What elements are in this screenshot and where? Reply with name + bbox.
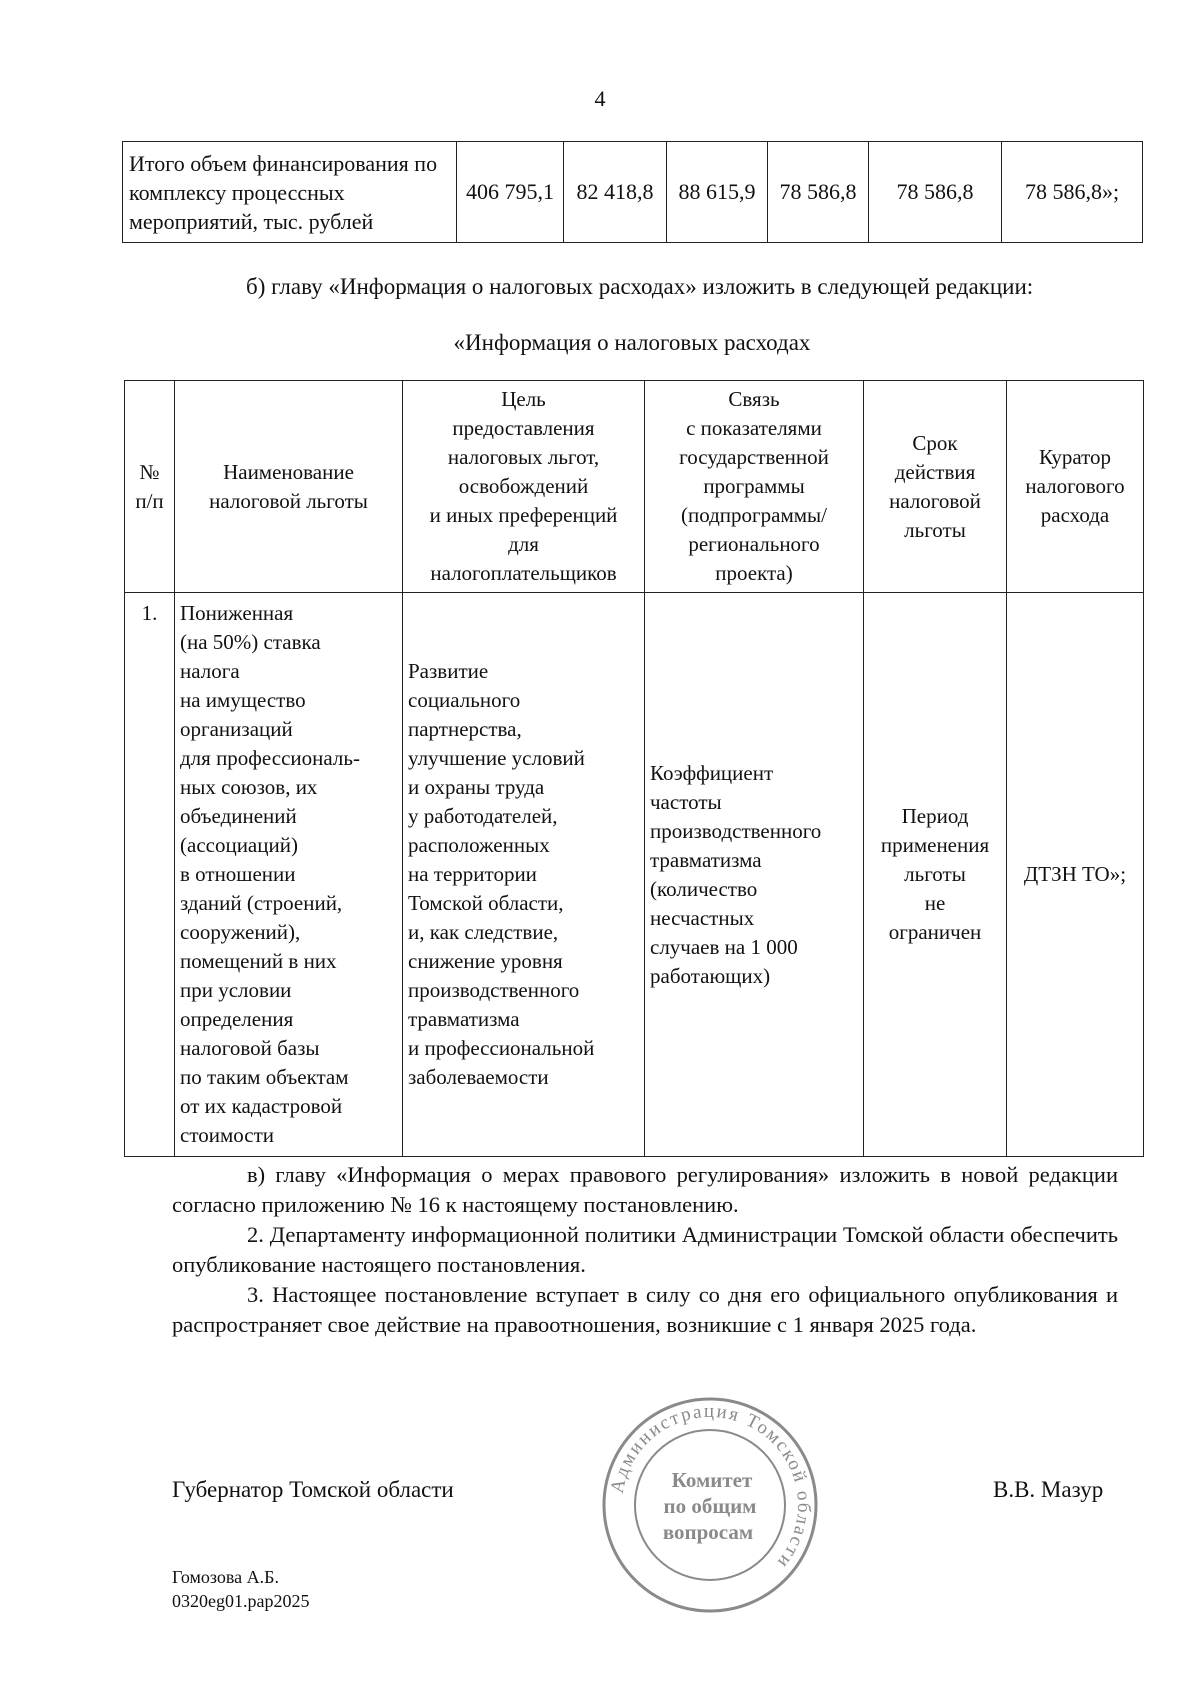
row-curator: ДТЗН ТО»; (1007, 593, 1144, 1157)
row-benefit-name: Пониженная (на 50%) ставка налога на имущество организаций для профессиональ- ных союзов, их объединений (ассоциаций) в отношении зданий (строений, сооружений), помещений в них при условии определения налоговой базы по таким объектам от их кадастровой стоимости (175, 593, 403, 1157)
header-curator: Куратор налогового расхода (1007, 381, 1144, 593)
section-subtitle: «Информация о налоговых расходах (453, 330, 811, 355)
table-header-row (125, 381, 1144, 593)
stamp-center-line: Комитет (671, 1468, 753, 1492)
paragraph-v: в) главу «Информация о мерах правового регулирования» изложить в новой редакции согласно приложению № 16 к настоящему постановлению. (172, 1162, 1118, 1217)
signatory-name: В.В. Мазур (993, 1477, 1104, 1502)
financing-value: 406 795,1 (457, 142, 564, 243)
paragraph-2: 2. Департаменту информационной политики Администрации Томской области обеспечить опубликование настоящего постановления. (172, 1222, 1118, 1277)
header-term: Срок действия налоговой льготы (864, 381, 1007, 593)
stamp-ring-text: Администрация Томской области (606, 1400, 815, 1574)
financing-value: 88 615,9 (667, 142, 768, 243)
executor-name: Гомозова А.Б. (172, 1567, 279, 1587)
tax-expenditures-table (124, 380, 1144, 1157)
signatory-title: Губернатор Томской области (172, 1477, 454, 1502)
financing-total-table (122, 141, 1143, 243)
financing-value: 78 586,8 (768, 142, 869, 243)
header-name: Наименование налоговой льготы (175, 381, 403, 593)
paragraph-3: 3. Настоящее постановление вступает в силу со дня его официального опубликования и распространяет свое действие на правоотношения, возникшие с 1 января 2025 года. (172, 1282, 1118, 1337)
row-term: Период применения льготы не ограничен (864, 593, 1007, 1157)
page-number: 4 (594, 86, 606, 111)
table-row (125, 593, 1144, 1157)
financing-value: 78 586,8 (869, 142, 1002, 243)
row-indicator-link: Коэффициент частоты производственного травматизма (количество несчастных случаев на 1 000 работающих) (645, 593, 864, 1157)
financing-value: 78 586,8»; (1002, 142, 1143, 243)
financing-label: Итого объем финансирования по комплексу процессных мероприятий, тыс. рублей (123, 142, 457, 243)
executor-info (172, 1565, 309, 1613)
paragraph-b: б) главу «Информация о налоговых расходах» изложить в следующей редакции: (246, 274, 1034, 299)
closing-paragraphs (172, 1160, 1118, 1340)
stamp-center-line: вопросам (662, 1520, 754, 1544)
stamp-center-line: по общим (663, 1494, 757, 1518)
executor-file: 0320eg01.pap2025 (172, 1591, 310, 1611)
header-num: № п/п (125, 381, 175, 593)
official-stamp (600, 1395, 820, 1615)
table-row (123, 142, 1143, 243)
header-goal: Цель предоставления налоговых льгот, освобождений и иных преференций для налогоплательщиков (403, 381, 645, 593)
financing-value: 82 418,8 (564, 142, 667, 243)
row-goal: Развитие социального партнерства, улучшение условий и охраны труда у работодателей, расположенных на территории Томской области, и, как следствие, снижение уровня производственного травматизма и профессиональной заболеваемости (403, 593, 645, 1157)
header-link: Связь с показателями государственной программы (подпрограммы/ регионального проекта) (645, 381, 864, 593)
row-num: 1. (125, 593, 175, 1157)
